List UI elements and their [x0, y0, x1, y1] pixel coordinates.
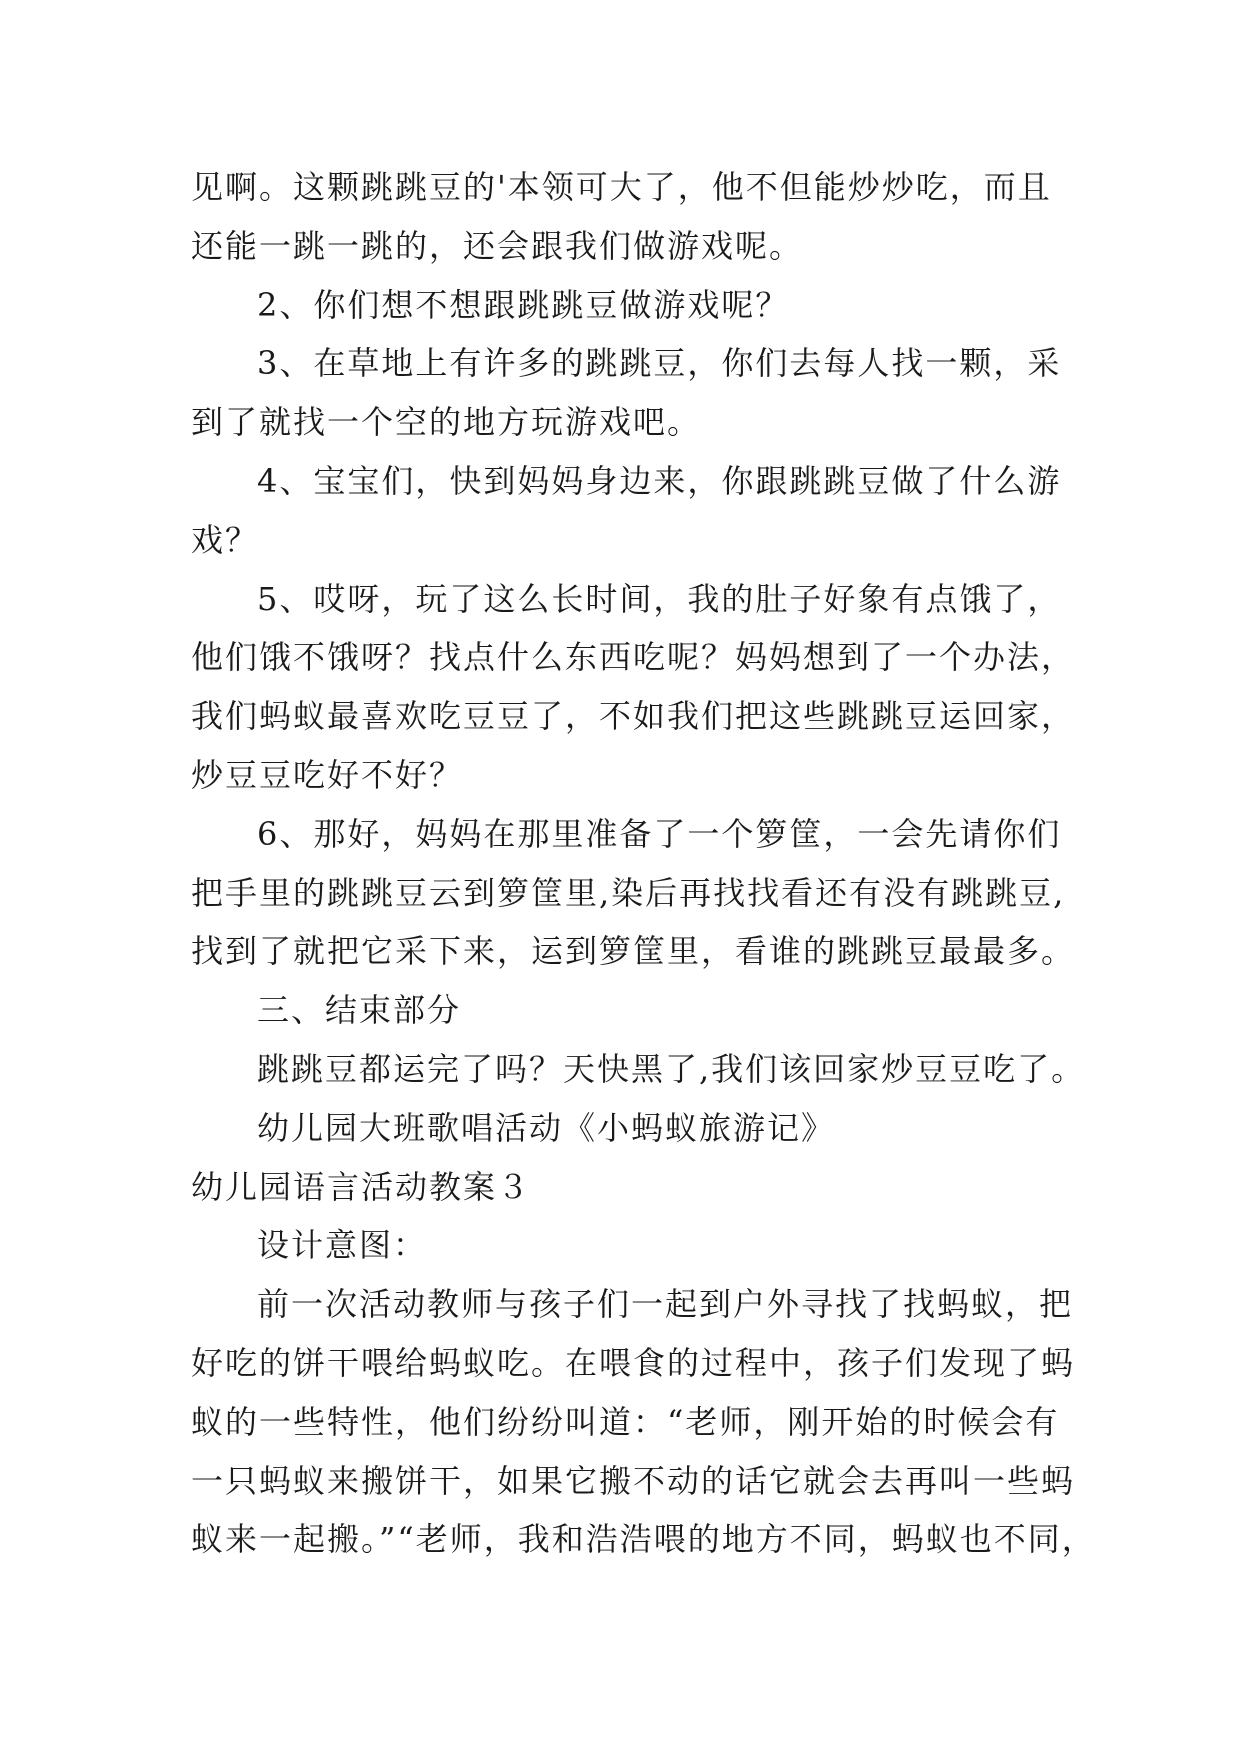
- text-line: 跳跳豆都运完了吗？天快黑了,我们该回家炒豆豆吃了。: [257, 1049, 1086, 1088]
- section-heading: 设计意图：: [257, 1226, 428, 1265]
- text-line: 一只蚂蚁来搬饼干，如果它搬不动的话它就会去再叫一些蚂: [191, 1461, 1076, 1500]
- text-line: 见啊。这颗跳跳豆的'本领可大了，他不但能炒炒吃，而且: [191, 168, 1052, 206]
- document-title: 幼儿园语言活动教案３: [191, 1167, 532, 1206]
- text-line: 幼儿园大班歌唱活动《小蚂蚁旅游记》: [257, 1108, 836, 1147]
- text-line: 找到了就把它采下来，运到箩筐里，看谁的跳跳豆最最多。: [191, 932, 1076, 971]
- text-line: 蚁的一些特性，他们纷纷叫道：“老师，刚开始的时候会有: [191, 1402, 1060, 1441]
- text-line: 还能一跳一跳的，还会跟我们做游戏呢。: [191, 226, 804, 265]
- text-line: 我们蚂蚁最喜欢吃豆豆了，不如我们把这些跳跳豆运回家，: [191, 697, 1076, 736]
- text-line: 到了就找一个空的地方玩游戏吧。: [191, 403, 702, 442]
- text-line: 蚁来一起搬。”“老师，我和浩浩喂的地方不同，蚂蚁也不同，: [191, 1520, 1096, 1559]
- text-line: 6、那好，妈妈在那里准备了一个箩筐，一会先请你们: [257, 814, 1062, 853]
- text-line: 前一次活动教师与孩子们一起到户外寻找了找蚂蚁，把: [257, 1285, 1074, 1324]
- text-line: 戏？: [191, 520, 260, 559]
- text-line: 5、哎呀，玩了这么长时间，我的肚子好象有点饿了，: [257, 579, 1062, 618]
- text-line: 好吃的饼干喂给蚂蚁吃。在喂食的过程中，孩子们发现了蚂: [191, 1343, 1076, 1382]
- text-line: 他们饿不饿呀？找点什么东西吃呢？妈妈想到了一个办法，: [191, 638, 1076, 677]
- text-line: 把手里的跳跳豆云到箩筐里,染后再找找看还有没有跳跳豆,: [191, 873, 1066, 912]
- text-line: 4、宝宝们，快到妈妈身边来，你跟跳跳豆做了什么游: [257, 461, 1062, 500]
- text-line: 炒豆豆吃好不好？: [191, 755, 464, 794]
- text-line: 3、在草地上有许多的跳跳豆，你们去每人找一颗，采: [257, 344, 1062, 383]
- section-heading: 三、结束部分: [257, 991, 462, 1030]
- text-line: 2、你们想不想跟跳跳豆做游戏呢？: [257, 285, 790, 324]
- document-body: [191, 158, 1096, 1569]
